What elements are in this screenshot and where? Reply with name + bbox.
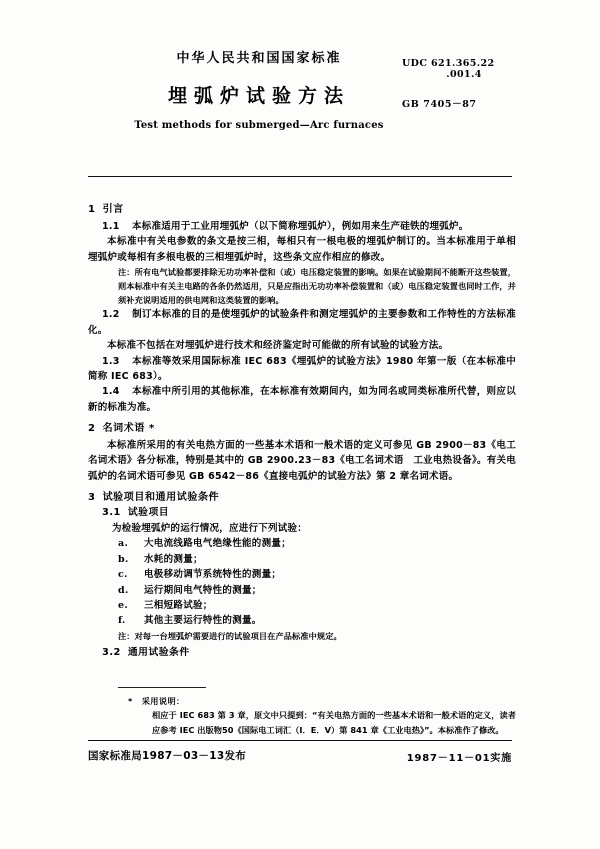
subsection-3-2-heading (102, 648, 516, 658)
list-item-text: 大电流线路电气绝缘性能的测量； (144, 538, 292, 550)
list-item-label: a. (118, 538, 129, 550)
note-label: 注： (118, 267, 135, 278)
standard-title-chinese: 埋弧炉试验方法 (167, 85, 350, 108)
footnote-text: 相应于 IEC 683 第 3 章，原文中只提到：“有关电热方面的一些基本术语和一般术语的定义，读者应参考 IEC 出版物50《国际电工词汇（I．E．V）第 841 章《工业电热》”。本标准作了修改。 (152, 710, 516, 735)
standard-number: GB 7405－87 (402, 99, 477, 110)
section-3-heading (88, 493, 516, 503)
subsection-3-2-title: 通用试验条件 (127, 646, 190, 658)
paragraph-1-2-continued: 本标准不包括在对埋弧炉进行技术和经济鉴定时可能做的所有试验的试验方法。 (107, 340, 449, 352)
paragraph-1-2 (88, 307, 516, 338)
paragraph-1-4 (88, 384, 516, 415)
note-section-1-1 (118, 265, 516, 307)
note-section-3-1: 注：对每一台埋弧炉需要进行的试验项目在产品标准中规定。 (118, 630, 342, 641)
section-1-heading (88, 205, 516, 215)
section-3-number: 3 (88, 492, 96, 504)
udc-number-line1: UDC 621.365.22 (402, 58, 495, 69)
paragraph-1-2-text: 制订本标准的目的是使埋弧炉的试验条件和测定埋弧炉的主要参数和工作特性的方法标准化。 (88, 309, 516, 336)
header-identifiers (402, 58, 512, 110)
section-2-number: 2 (88, 423, 96, 435)
document-body (88, 196, 516, 661)
paragraph-1-4-number: 1.4 (102, 386, 120, 398)
paragraph-1-3 (88, 354, 516, 385)
subsection-3-1-number: 3.1 (102, 507, 121, 519)
standard-title-english: Test methods for submerged—Arc furnaces (134, 120, 384, 132)
subsection-3-1-lead-in: 为检验埋弧炉的运行情况，应进行下列试验： (112, 523, 308, 534)
document-header (88, 52, 512, 160)
paragraph-1-1-number: 1.1 (102, 221, 120, 232)
subsection-3-1-title: 试验项目 (127, 507, 170, 519)
footnote-title (128, 694, 516, 708)
list-item-text: 三相短路试验； (144, 599, 213, 611)
list-item (118, 583, 516, 598)
section-3-title: 试验项目和通用试验条件 (102, 492, 220, 504)
paragraph-1-3-text: 本标准等效采用国际标准 IEC 683《埋弧炉的试验方法》1980 年第一版（在本标准中简称 IEC 683）。 (88, 355, 516, 382)
footnote-block (118, 694, 516, 737)
list-item-text: 水耗的测量； (144, 553, 203, 565)
paragraph-1-4-text: 本标准中所引用的其他标准，在本标准有效期间内，如为同名或同类标准所代替，则应以新的标准为准。 (88, 386, 516, 413)
list-item (118, 567, 516, 582)
section-2-title: 名词术语 * (102, 423, 155, 435)
list-item-label: e. (118, 599, 128, 611)
footer-issue-date: 国家标准局1987－03－13发布 (88, 750, 247, 762)
paragraph-1-1 (88, 219, 516, 234)
udc-number-line2: .001.4 (446, 69, 482, 80)
section-1-number: 1 (88, 204, 96, 215)
list-item (118, 552, 516, 567)
subsection-3-2-number: 3.2 (102, 646, 121, 658)
footnote-star-marker: * (128, 696, 133, 706)
footer-divider-rule (88, 740, 512, 741)
list-item-label: d. (118, 584, 129, 596)
note-text: 所有电气试验都要排除无功功率补偿和（或）电压稳定装置的影响。如果在试验期间不能断开这些装置，则本标准中有关主电路的各条仍然适用，只是应指出无功功率补偿装置和（或）电压稳定装置也同时工作，并须补充说明适用的供电网和这类装置的影响。 (118, 267, 516, 306)
paragraph-2-1: 本标准所采用的有关电热方面的一些基本术语和一般术语的定义可参见 GB 2900－83《电工名词术语》各分标准，特别是其中的 GB 2900.23－83《电工名词术语 工业电热设备》。有关电弧炉的名词术语可参见 GB 6542－86《直接电弧炉的试验方法》第 2 章名词术语。 (88, 440, 516, 482)
paragraph-1-1-text: 本标准适用于工业用埋弧炉（以下简称埋弧炉），例如用来生产硅铁的埋弧炉。 (132, 221, 469, 232)
footnote-divider-rule (118, 687, 206, 688)
list-item-text: 电极移动调节系统特性的测量； (144, 569, 282, 581)
list-item-label: c. (118, 569, 128, 581)
footer-effective-date: 1987－11－01实施 (406, 753, 512, 764)
header-center-block (94, 52, 424, 131)
list-item (118, 613, 516, 628)
list-item (118, 536, 516, 551)
paragraph-1-3-number: 1.3 (102, 355, 120, 367)
list-item-label: f. (118, 615, 126, 627)
list-item-label: b. (118, 553, 129, 565)
section-1-title: 引言 (102, 204, 124, 215)
standard-organization: 中华人民共和国国家标准 (176, 51, 342, 66)
paragraph-1-1-continued: 本标准中有关电参数的条文是按三相，每相只有一根电极的埋弧炉制订的。当本标准用于单相埋弧炉或每相有多根电极的三相埋弧炉时，这些条文应作相应的修改。 (88, 236, 516, 263)
subsection-3-1-heading (102, 508, 516, 518)
document-footer (88, 748, 512, 768)
list-item-text: 运行期间电气特性的测量； (144, 584, 262, 596)
list-item-text: 其他主要运行特性的测量。 (144, 615, 262, 627)
section-2-heading (88, 424, 516, 434)
list-item (118, 598, 516, 613)
header-divider-rule (88, 176, 512, 177)
footnote-title-text: 采用说明： (141, 696, 185, 706)
paragraph-1-2-number: 1.2 (102, 309, 120, 321)
